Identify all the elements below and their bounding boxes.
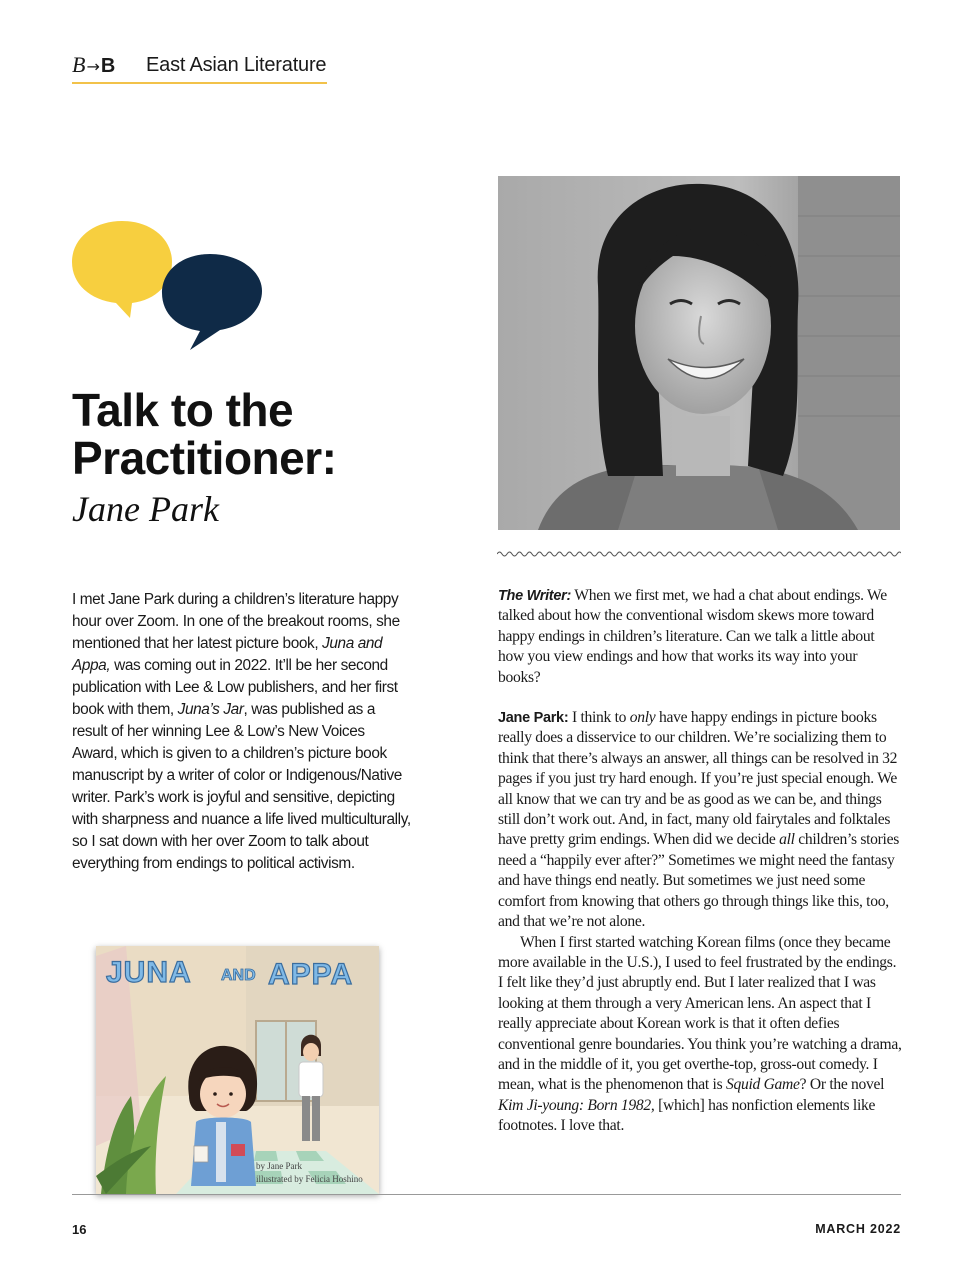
speaker-label: The Writer: — [498, 588, 571, 604]
issue-date: MARCH 2022 — [815, 1222, 901, 1236]
author-photo — [498, 176, 900, 530]
navy-speech-bubble-icon — [162, 254, 262, 350]
book-cover — [96, 946, 379, 1194]
park-answer: Jane Park: I think to only have happy endings in picture books really does a disservice to our children. We’re socializing them to think that there’s always an answer, all things can be resolved in 32 pages if you just try hard enough. If you’re just special enough. We all know that we can try and be as good as we can be, and things still don’t work out. And, in fact, many old fairytales and folktales have pretty grim endings. When did we decide all children’s stories need a “happily ever after?” Sometimes we might need the fantasy and have things end neatly. But sometimes we just need some comfort from knowing that others go through things like this, too, and that we’re not alone. — [498, 709, 899, 931]
interview-body — [498, 586, 902, 1137]
yellow-speech-bubble-icon — [72, 221, 172, 318]
book-title-appa: APPA — [268, 958, 354, 991]
interviewee-name: Jane Park — [72, 489, 219, 529]
writer-question: The Writer: When we first met, we had a chat about endings. We talked about how the conventional wisdom skews more toward happy endings in children’s literature. Can we talk a little about how you view endings and how that works its way into your books? — [498, 587, 887, 686]
section-header — [72, 52, 327, 84]
intro-paragraph: I met Jane Park during a children’s literature happy hour over Zoom. In one of the breakout rooms, she mentioned that her latest picture book, Juna and Appa, was coming out in 2022. It’ll be her second publication with Lee & Low publishers, and her first book with them, Juna’s Jar, was published as a result of her winning Lee & Low’s New Voices Award, which is given to a children’s picture book manuscript by a writer of color or Indigenous/Native writer. Park’s work is joyful and sensitive, depicting with sharpness and nuance a life lived multiculturally, so I sat down with her over Zoom to talk about everything from endings to political activism. — [72, 591, 411, 872]
article-title: Talk to the Practitioner: — [72, 384, 337, 484]
page-number: 16 — [72, 1222, 87, 1237]
footer-divider — [72, 1194, 901, 1195]
book-author: by Jane Park — [256, 1161, 302, 1171]
park-answer-continued: When I first started watching Korean films (once they became more available in the U.S.), I used to feel frustrated by the endings. I felt like they’d just abruptly end. But I later realized that I was looking at them through a very American lens. An aspect that I really appreciate about Korean work is that it often defies conventional genre boundaries. You think you’re watching a drama, and in the middle of it, you get overthe-top, gross-out comedy. I mean, what is the phenomenon that is Squid Game? Or the novel Kim Ji-young: Born 1982, [which] has nonfiction elements like footnotes. I love that. — [498, 933, 902, 1135]
speaker-label: Jane Park: — [498, 710, 569, 727]
magazine-logo: B→B — [72, 52, 116, 77]
speech-bubbles-icon — [70, 218, 270, 358]
section-title: East Asian Literature — [146, 54, 327, 76]
book-illustrator: illustrated by Felicia Hoshino — [256, 1174, 363, 1184]
wavy-divider — [497, 549, 901, 559]
book-title-juna: JUNA — [106, 956, 192, 989]
book-title-and: AND — [221, 967, 256, 984]
